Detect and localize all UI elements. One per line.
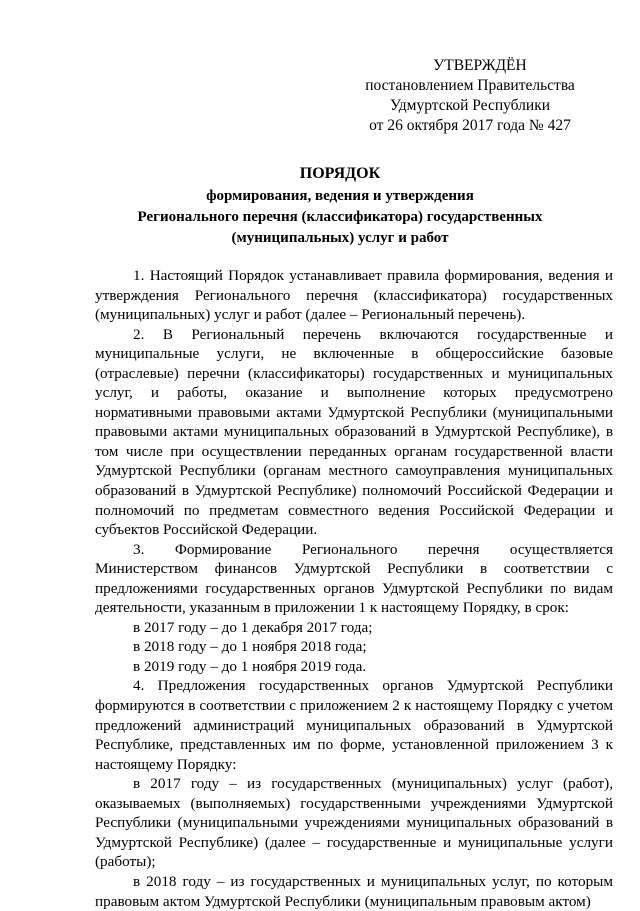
- approval-heading: УТВЕРЖДЁН: [433, 57, 527, 74]
- deadline-2017: в 2017 году – до 1 декабря 2017 года;: [133, 618, 373, 636]
- title-sub-3: (муниципальных) услуг и работ: [231, 230, 449, 246]
- approval-stamp: [340, 56, 600, 136]
- paragraph-1: 1. Настоящий Порядок устанавливает правила формирования, ведения и утверждения Регионального перечня (классификатора) государственных (муниципальных) услуг и работ (далее – Региональный перечень).: [95, 267, 613, 324]
- paragraph-2: 2. В Региональный перечень включаются государственные и муниципальные услуги, не включенные в общероссийские базовые (отраслевые) перечни (классификаторы) государственных и муниципальных услуг, и работы, оказание и выполнение которых предусмотрено нормативными правовыми актами Удмуртской Республики (муниципальными правовыми актами муниципальных образований в Удмуртской Республике), в том числе при осуществлении переданных органам государственной власти Удмуртской Республики (органам местного самоуправления муниципальных образований в Удмуртской Республике) полномочий Российской Федерации и полномочий по предметам совместного ведения Российской Федерации и субъектов Российской Федерации.: [95, 325, 613, 539]
- approval-line-1: постановлением Правительства: [365, 77, 575, 94]
- approval-line-3: от 26 октября 2017 года № 427: [369, 117, 571, 134]
- paragraph-3: 3. Формирование Регионального перечня осуществляется Министерством финансов Удмуртской Республики в соответствии с предложениями государственных органов Удмуртской Республики по видам деятельности, указанным в приложении 1 к настоящему Порядку, в срок:: [95, 540, 613, 617]
- paragraph-4-2017: в 2017 году – из государственных (муниципальных) услуг (работ), оказываемых (выполняемых) государственными учреждениями Удмуртской Республики (муниципальными учреждениями муниципальных образований в Удмуртской Республике) (далее – государственные и муниципальные услуги (работы);: [95, 775, 613, 871]
- title-sub-2: Регионального перечня (классификатора) государственных: [137, 209, 543, 225]
- deadline-2018: в 2018 году – до 1 ноября 2018 года;: [133, 638, 367, 656]
- deadline-2019: в 2019 году – до 1 ноября 2019 года.: [133, 657, 367, 675]
- paragraph-4-2018: в 2018 году – из государственных и муниципальных услуг, по которым правовым актом Удмуртской Республики (муниципальным правовым актом): [95, 872, 613, 910]
- document-title: [60, 163, 620, 249]
- paragraph-4: 4. Предложения государственных органов Удмуртской Республики формируются в соответствии с приложением 2 к настоящему Порядку с учетом предложений администраций муниципальных образований в Удмуртской Республике, представленных им по форме, установленной приложением 3 к настоящему Порядку:: [95, 677, 613, 773]
- approval-line-2: Удмуртской Республики: [389, 97, 551, 114]
- title-main: ПОРЯДОК: [299, 165, 381, 182]
- title-sub-1: формирования, ведения и утверждения: [206, 188, 474, 204]
- document-body: [95, 266, 613, 911]
